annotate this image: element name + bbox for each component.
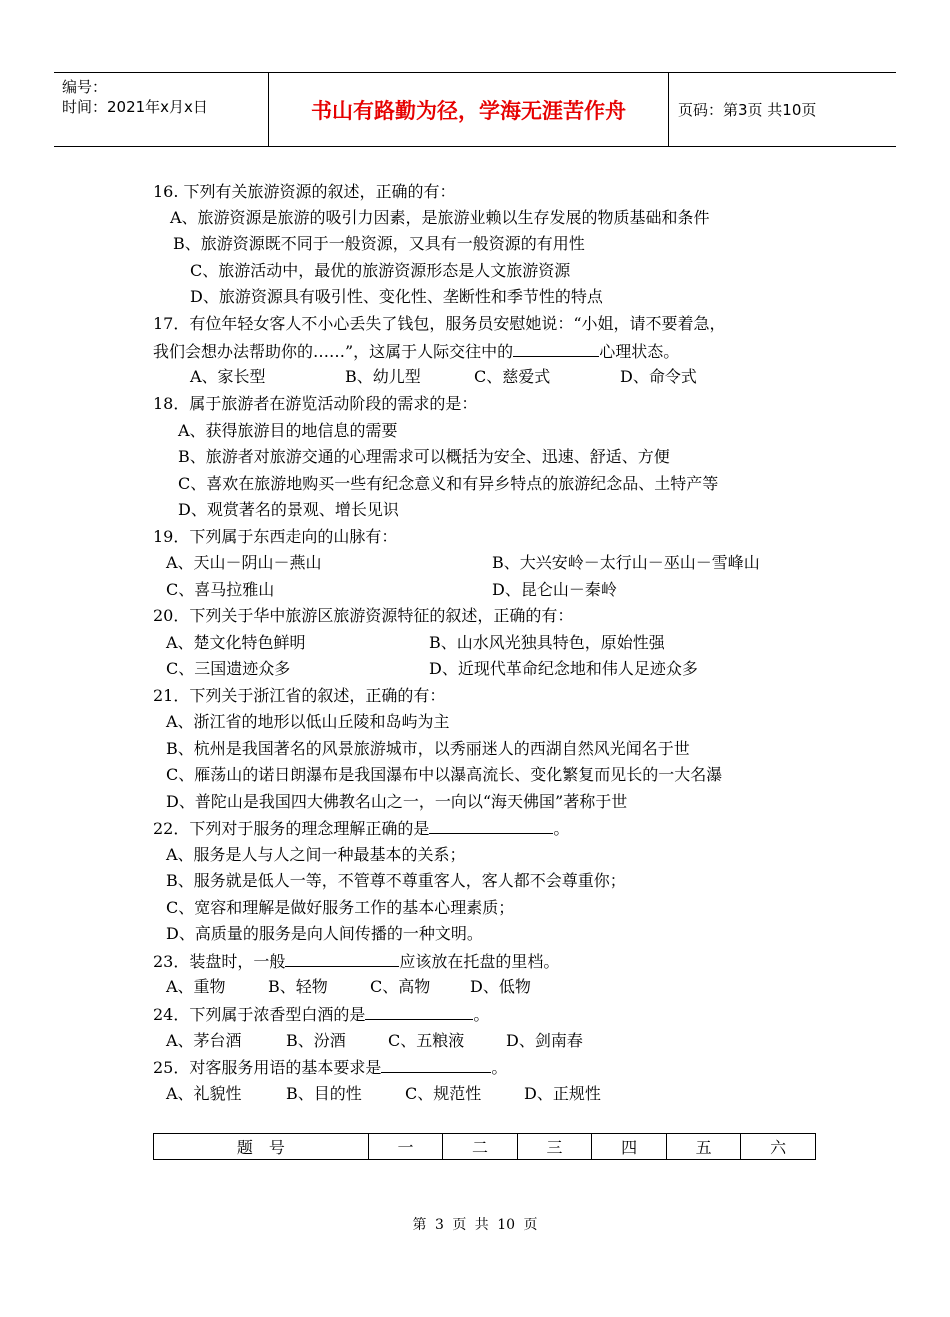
score-table [153, 1133, 816, 1160]
question-22-option-c: C、宽容和理解是做好服务工作的基本心理素质； [166, 898, 515, 917]
question-17-stem-part2: 心理状态。 [599, 342, 680, 361]
answer-blank [381, 1057, 491, 1073]
header-page-info: 页码：第3页 共10页 [678, 101, 817, 119]
question-24-stem [153, 1004, 489, 1025]
question-17-stem-part1: 我们会想办法帮助你的……”，这属于人际交往中的 [153, 342, 514, 361]
question-24-option-c: C、五粮液 [388, 1031, 465, 1050]
question-23-stem [153, 951, 559, 972]
answer-blank [513, 341, 599, 357]
doc-time-label: 时间：2021年x月x日 [62, 98, 208, 116]
footer-text: 共 [474, 1217, 489, 1233]
question-22-stem [153, 818, 569, 839]
footer-text: 页 [452, 1217, 467, 1233]
header-motto: 书山有路勤为径，学海无涯苦作舟 [311, 98, 626, 123]
question-19-option-c: C、喜马拉雅山 [166, 580, 275, 599]
answer-blank [285, 951, 399, 967]
question-18-option-a: A、获得旅游目的地信息的需要 [178, 421, 398, 440]
question-23-option-d: D、低物 [470, 977, 531, 996]
score-table-cell: 二 [443, 1134, 518, 1160]
score-table-cell: 一 [368, 1134, 443, 1160]
question-22-option-b: B、服务就是低人一等，不管尊不尊重客人，客人都不会尊重你； [166, 871, 626, 890]
question-25-option-d: D、正规性 [524, 1084, 601, 1103]
question-17-option-c: C、慈爱式 [474, 367, 551, 386]
question-25-stem-part2: 。 [491, 1058, 508, 1077]
footer-text: 第 [412, 1217, 427, 1233]
question-21-stem: 21．下列关于浙江省的叙述，正确的有： [153, 686, 446, 705]
footer-total-pages: 10 [497, 1217, 516, 1233]
question-24-stem-part1: 24．下列属于浓香型白酒的是 [153, 1005, 366, 1024]
question-22-option-d: D、高质量的服务是向人间传播的一种文明。 [166, 924, 483, 943]
question-19-stem: 19．下列属于东西走向的山脉有： [153, 527, 398, 546]
score-table-header-cell: 题 号 [154, 1134, 369, 1160]
question-25-stem-part1: 25．对客服务用语的基本要求是 [153, 1058, 382, 1077]
footer-text: 页 [523, 1217, 538, 1233]
question-25-option-a: A、礼貌性 [166, 1084, 242, 1103]
footer-current-page: 3 [434, 1217, 444, 1233]
score-table-cell: 四 [592, 1134, 667, 1160]
doc-number-label: 编号： [62, 78, 108, 96]
question-18-option-c: C、喜欢在旅游地购买一些有纪念意义和有异乡特点的旅游纪念品、土特产等 [178, 474, 719, 493]
score-table-cell: 五 [666, 1134, 741, 1160]
score-table-row [154, 1134, 816, 1160]
question-24-option-b: B、汾酒 [286, 1031, 346, 1050]
answer-blank [429, 818, 553, 834]
question-21-option-d: D、普陀山是我国四大佛教名山之一，一向以“海天佛国”著称于世 [166, 792, 628, 811]
question-22-stem-part2: 。 [553, 819, 570, 838]
question-18-option-d: D、观赏著名的景观、增长见识 [178, 500, 399, 519]
question-23-stem-part2: 应该放在托盘的里档。 [399, 952, 560, 971]
question-20-option-b: B、山水风光独具特色，原始性强 [429, 633, 665, 652]
question-17-stem-line2 [153, 341, 679, 362]
question-23-option-c: C、高物 [370, 977, 431, 996]
question-19-option-a: A、天山－阴山－燕山 [166, 553, 322, 572]
question-21-option-c: C、雁荡山的诺日朗瀑布是我国瀑布中以瀑高流长、变化繁复而见长的一大名瀑 [166, 765, 723, 784]
header-divider [668, 73, 669, 146]
question-24-option-a: A、茅台酒 [166, 1031, 242, 1050]
question-16-stem: 16. 下列有关旅游资源的叙述，正确的有： [153, 182, 456, 201]
question-17-option-d: D、命令式 [620, 367, 697, 386]
question-20-option-c: C、三国遗迹众多 [166, 659, 291, 678]
question-21-option-a: A、浙江省的地形以低山丘陵和岛屿为主 [166, 712, 450, 731]
question-16-option-d: D、旅游资源具有吸引性、变化性、垄断性和季节性的特点 [190, 287, 603, 306]
question-16-option-c: C、旅游活动中，最优的旅游资源形态是人文旅游资源 [190, 261, 571, 280]
question-24-stem-part2: 。 [473, 1005, 490, 1024]
question-19-option-b: B、大兴安岭－太行山－巫山－雪峰山 [492, 553, 760, 572]
question-25-option-b: B、目的性 [286, 1084, 362, 1103]
header-meta [62, 77, 208, 117]
question-17-option-b: B、幼儿型 [345, 367, 421, 386]
question-23-option-b: B、轻物 [268, 977, 328, 996]
answer-blank [365, 1004, 473, 1020]
question-22-option-a: A、服务是人与人之间一种最基本的关系； [166, 845, 466, 864]
question-18-option-b: B、旅游者对旅游交通的心理需求可以概括为安全、迅速、舒适、方便 [178, 447, 670, 466]
question-21-option-b: B、杭州是我国著名的风景旅游城市，以秀丽迷人的西湖自然风光闻名于世 [166, 739, 690, 758]
question-24-option-d: D、剑南春 [506, 1031, 583, 1050]
question-23-option-a: A、重物 [166, 977, 226, 996]
question-18-stem: 18．属于旅游者在游览活动阶段的需求的是： [153, 394, 478, 413]
question-25-stem [153, 1057, 507, 1078]
question-16-option-a: A、旅游资源是旅游的吸引力因素，是旅游业赖以生存发展的物质基础和条件 [170, 208, 710, 227]
question-20-option-d: D、近现代革命纪念地和伟人足迹众多 [429, 659, 698, 678]
question-17-stem-line1: 17．有位年轻女客人不小心丢失了钱包，服务员安慰她说：“小姐，请不要着急， [153, 314, 726, 333]
score-table-cell: 三 [517, 1134, 592, 1160]
question-20-option-a: A、楚文化特色鲜明 [166, 633, 306, 652]
page-footer [0, 1214, 950, 1234]
question-23-stem-part1: 23．装盘时，一般 [153, 952, 286, 971]
question-17-option-a: A、家长型 [190, 367, 266, 386]
page-header [54, 72, 896, 147]
score-table-cell: 六 [741, 1134, 816, 1160]
question-22-stem-part1: 22．下列对于服务的理念理解正确的是 [153, 819, 430, 838]
question-25-option-c: C、规范性 [405, 1084, 482, 1103]
question-16-option-b: B、旅游资源既不同于一般资源，又具有一般资源的有用性 [173, 234, 585, 253]
question-20-stem: 20．下列关于华中旅游区旅游资源特征的叙述，正确的有： [153, 606, 574, 625]
question-19-option-d: D、昆仑山－秦岭 [492, 580, 617, 599]
